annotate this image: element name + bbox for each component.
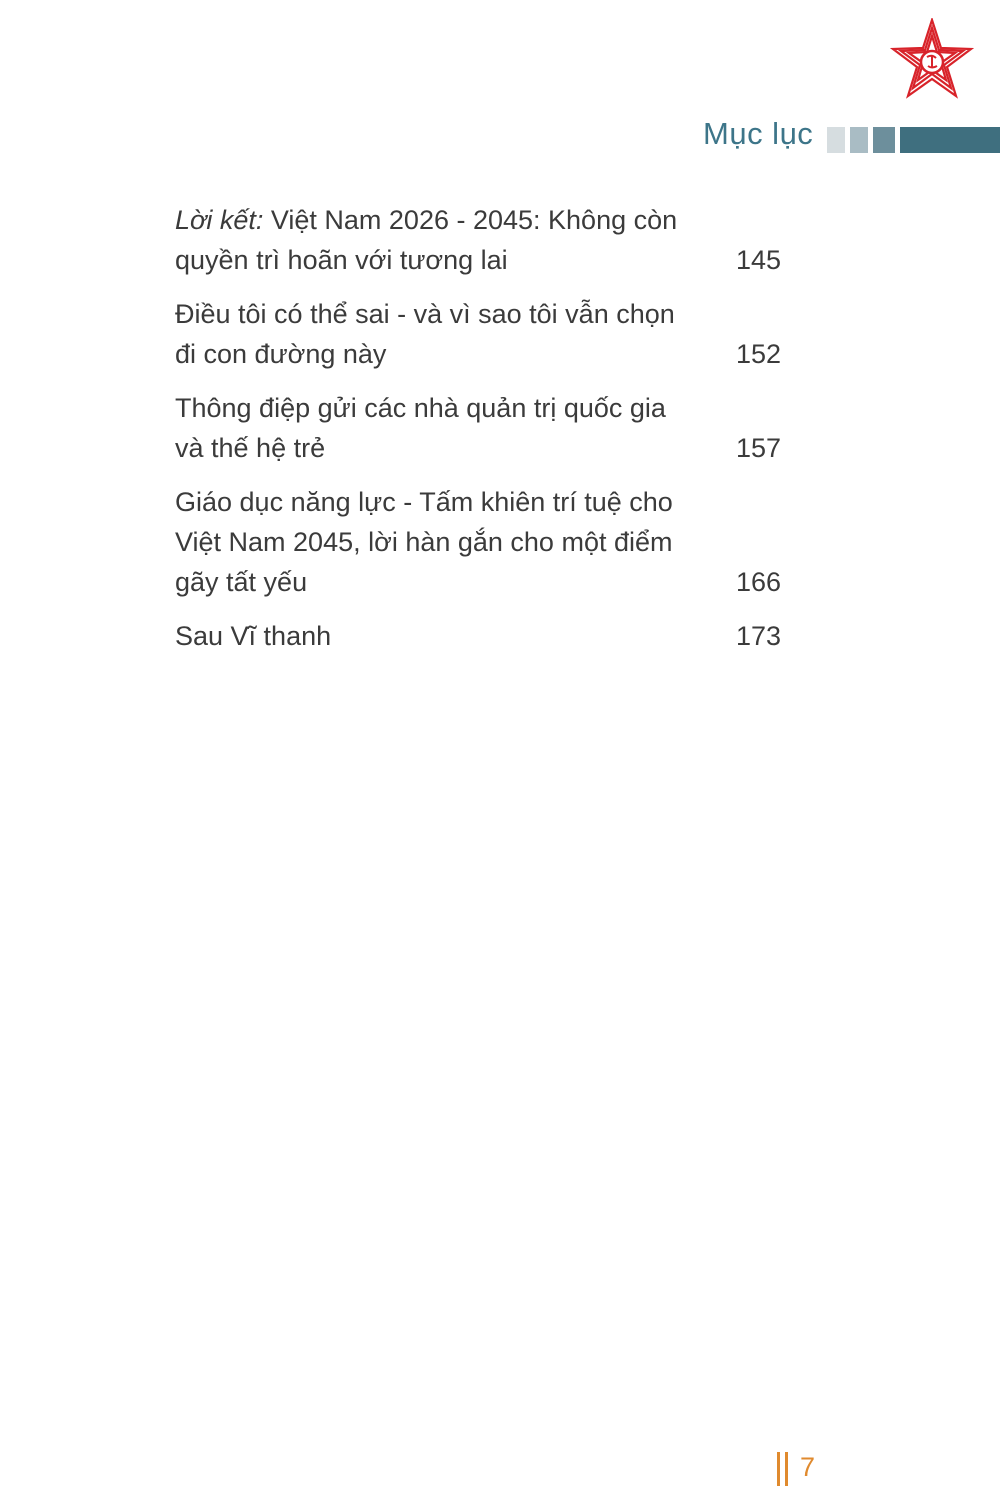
toc-entry — [175, 200, 785, 280]
toc-entry — [175, 388, 785, 468]
publisher-star-logo-icon — [890, 18, 974, 102]
toc-entry-title: Sau Vĩ thanh — [175, 621, 332, 651]
toc-entry-page: 173 — [735, 621, 781, 651]
toc-entry — [175, 616, 785, 656]
header-decor-bar — [850, 127, 868, 153]
toc-entry-title: Thông điệp gửi các nhà quản trị quốc gia và thế hệ trẻ — [175, 393, 666, 463]
header-decor-bar — [900, 127, 1000, 153]
toc-entry-page: 157 — [735, 433, 781, 463]
page-number: 7 — [800, 1452, 816, 1482]
toc-entry-title: Giáo dục năng lực - Tấm khiên trí tuệ cho Việt Nam 2045, lời hàn gắn cho một điểm gãy tất yếu — [175, 487, 673, 597]
table-of-contents — [175, 200, 785, 670]
header-decor-bar — [873, 127, 895, 153]
toc-entry-page: 145 — [735, 245, 781, 275]
toc-entry-text: Việt Nam 2026 - 2045: Không còn quyền trì hoãn với tương lai — [175, 205, 678, 275]
toc-entry-page: 152 — [735, 339, 781, 369]
page-number-marker-icon — [777, 1452, 791, 1486]
toc-entry — [175, 294, 785, 374]
toc-entry-page: 166 — [735, 567, 781, 597]
header-decor-bar — [827, 127, 845, 153]
section-title: Mục lục — [703, 116, 814, 151]
toc-entry-title — [175, 200, 685, 280]
toc-entry — [175, 482, 785, 602]
toc-entry-prefix: Lời kết: — [175, 205, 264, 235]
toc-entry-title: Điều tôi có thể sai - và vì sao tôi vẫn chọn đi con đường này — [175, 299, 675, 369]
